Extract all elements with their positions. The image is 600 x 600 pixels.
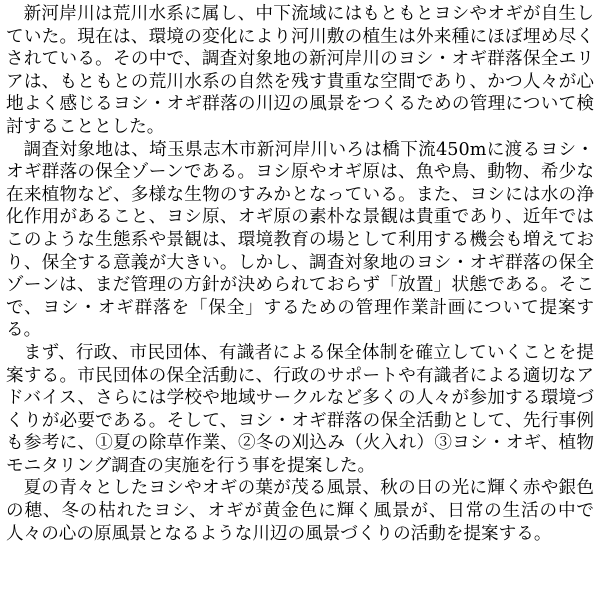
paragraph-background: 新河岸川は荒川水系に属し、中下流域にはもともとヨシやオギが自生していた。現在は、環境の変化により河川敷の植生は外来種にほぼ埋め尽くされている。その中で、調査対象地の新河岸川のヨシ・オギ群落保全エリアは、もともとの荒川水系の自然を残す貴重な空間であり、かつ人々が心地よく感じるヨシ・オギ群落の川辺の風景をつくるための管理について検討することとした。 [6, 4, 594, 137]
paragraph-conclusion: 夏の青々としたヨシやオギの葉が茂る風景、秋の日の光に輝く赤や銀色の穂、冬の枯れたヨシ、オギが黄金色に輝く風景が、日常の生活の中で人々の心の原風景となるような川辺の風景づくりの活動を提案する。 [6, 478, 594, 544]
paragraph-proposal: まず、行政、市民団体、有識者による保全体制を確立していくことを提案する。市民団体の保全活動に、行政のサポートや有識者による適切なアドバイス、さらには学校や地域サークルなど多くの人々が参加する環境づくりが必要である。そして、ヨシ・オギ群落の保全活動として、先行事例も参考に、①夏の除草作業、②冬の刈込み（火入れ）③ヨシ・オギ、植物モニタリング調査の実施を行う事を提案した。 [6, 342, 594, 476]
paragraph-study-site: 調査対象地は、埼玉県志木市新河岸川いろは橋下流450mに渡るヨシ・オギ群落の保全ゾーンである。ヨシ原やオギ原は、魚や鳥、動物、希少な在来植物など、多様な生物のすみかとなっている。また、ヨシには水の浄化作用があること、ヨシ原、オギ原の素朴な景観は貴重であり、近年ではこのような生態系や景観は、環境教育の場として利用する機会も増えており、保全する意義が大きい。しかし、調査対象地のヨシ・オギ群落の保全ゾーンは、まだ管理の方針が決められておらず「放置」状態である。そこで、ヨシ・オギ群落を「保全」するための管理作業計画について提案する。 [6, 139, 594, 341]
